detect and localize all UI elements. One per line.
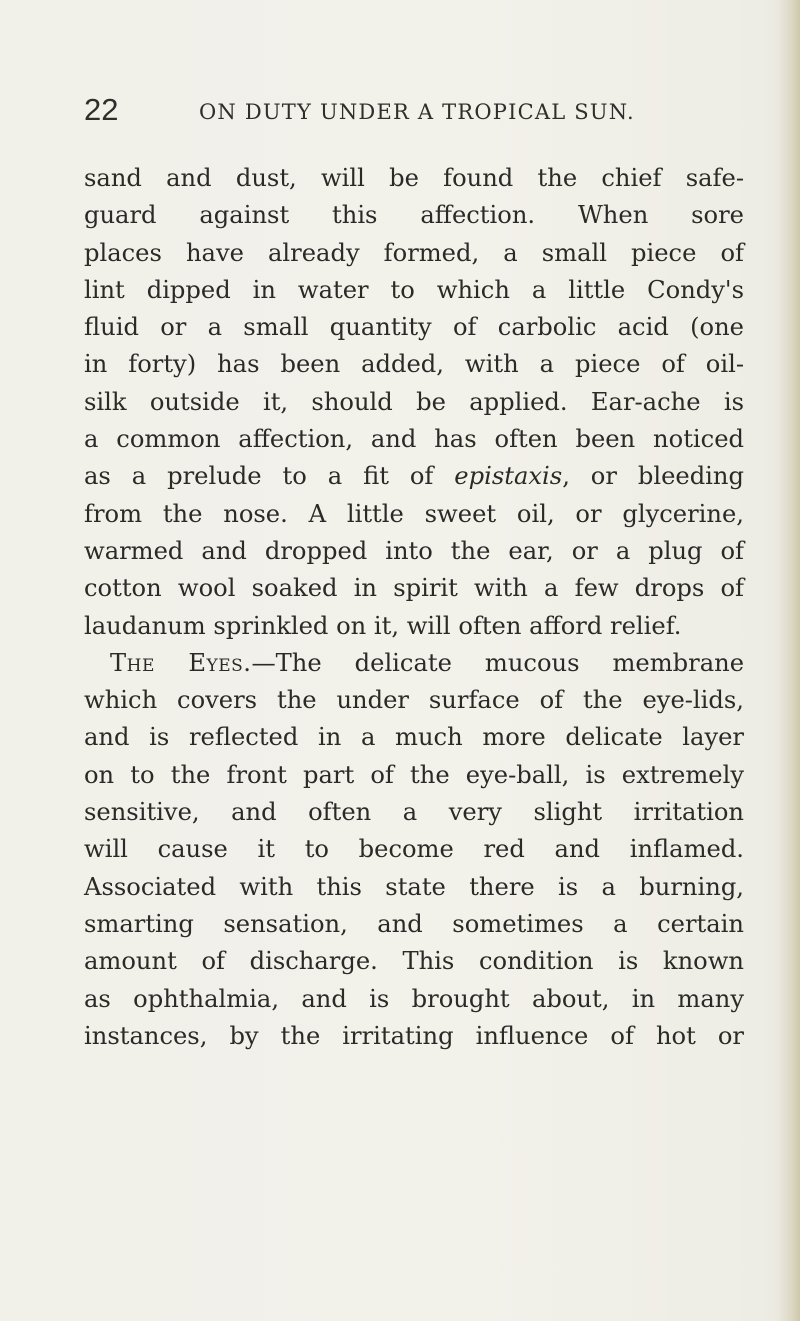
text-line: in forty) has been added, with a piece of oil-: [84, 350, 744, 379]
page-edge-shadow: [778, 0, 800, 1321]
text-line: sand and dust, will be found the chief safe-: [84, 164, 744, 192]
text-line: instances, by the irritating influence of hot or: [84, 1021, 744, 1050]
page-number: 22: [84, 92, 119, 127]
text-segment: —The delicate mucous membrane: [251, 648, 745, 677]
text-line: a common affection, and has often been noticed: [84, 425, 744, 454]
running-head: ON DUTY UNDER A TROPICAL SUN.: [199, 100, 635, 124]
text-line: laudanum sprinkled on it, will often afford relief.: [84, 611, 682, 640]
text-line: will cause it to become red and inflamed.: [84, 835, 744, 864]
text-line: smarting sensation, and sometimes a certain: [84, 909, 744, 938]
text-line: guard against this affection. When sore: [84, 201, 744, 230]
text-line: lint dipped in water to which a little Condy's: [84, 275, 744, 304]
text-line: warmed and dropped into the ear, or a plug of: [84, 536, 744, 565]
text-line: amount of discharge. This condition is known: [84, 947, 744, 976]
text-line: and is reflected in a much more delicate layer: [84, 723, 744, 752]
section-start-line: [84, 645, 744, 682]
text-segment: , or bleeding: [562, 462, 744, 491]
section-heading: The Eyes.: [110, 648, 252, 677]
text-line: from the nose. A little sweet oil, or glycerine,: [84, 499, 744, 528]
text-line: cotton wool soaked in spirit with a few drops of: [84, 574, 744, 603]
text-line: fluid or a small quantity of carbolic acid (one: [84, 313, 744, 342]
text-line: [84, 458, 744, 495]
page-header: [84, 92, 744, 132]
text-segment: as a prelude to a fit of: [84, 462, 455, 491]
body-text: [84, 160, 744, 1055]
text-line: on to the front part of the eye-ball, is extremely: [84, 760, 744, 789]
text-line: silk outside it, should be applied. Ear-ache is: [84, 387, 744, 416]
text-line: sensitive, and often a very slight irritation: [84, 798, 744, 827]
italic-term: epistaxis: [454, 462, 563, 491]
text-line: places have already formed, a small piece of: [84, 238, 744, 267]
text-line: which covers the under surface of the eye-lids,: [84, 686, 744, 715]
text-line: Associated with this state there is a burning,: [84, 872, 744, 901]
text-line: as ophthalmia, and is brought about, in many: [84, 984, 744, 1013]
